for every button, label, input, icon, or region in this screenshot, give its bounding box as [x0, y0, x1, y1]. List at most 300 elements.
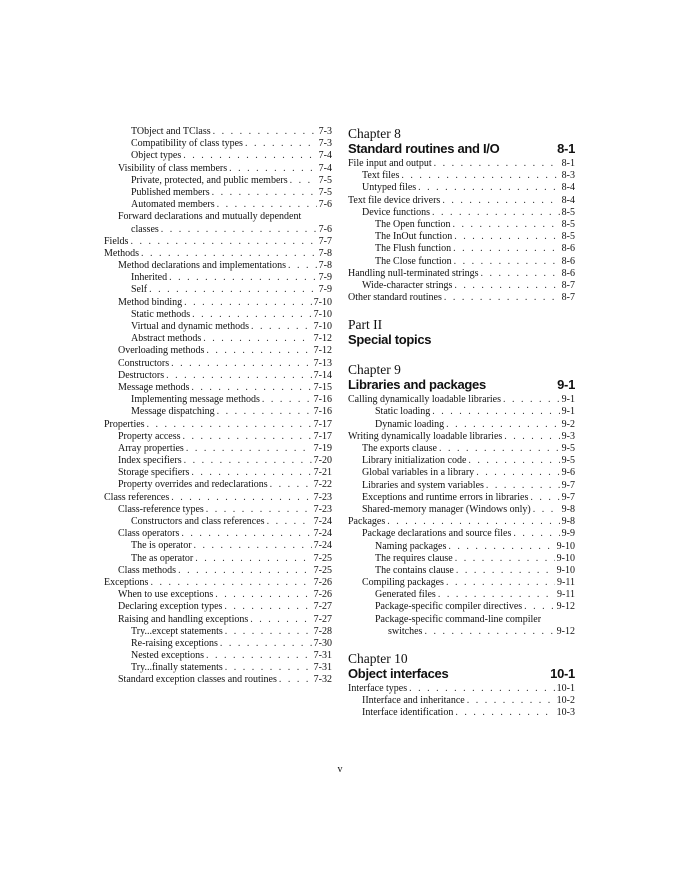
toc-entry[interactable] — [104, 650, 332, 662]
dot-leader — [212, 187, 317, 199]
dot-leader — [442, 195, 559, 207]
toc-entry-text: Message dispatching — [131, 406, 215, 418]
toc-entry[interactable] — [104, 492, 332, 504]
toc-entry-page: 7-8 — [318, 247, 332, 259]
toc-entry-text: Interface identification — [362, 707, 454, 719]
toc-entry[interactable] — [104, 370, 332, 382]
dot-leader — [217, 199, 317, 211]
dot-leader — [250, 614, 311, 626]
toc-entry[interactable] — [104, 187, 332, 199]
toc-entry-text: The as operator — [131, 552, 194, 564]
toc-entry[interactable] — [348, 170, 575, 182]
toc-entry-page: 9-11 — [557, 577, 575, 589]
toc-entry-page: 7-32 — [313, 674, 332, 686]
toc-entry-page: 9-3 — [561, 430, 575, 442]
dot-leader — [270, 479, 312, 491]
toc-entry-page: 7-17 — [313, 418, 332, 430]
toc-entry[interactable] — [104, 601, 332, 613]
dot-leader — [225, 626, 312, 638]
toc-entry-page: 7-27 — [313, 613, 332, 625]
toc-entry[interactable] — [104, 455, 332, 467]
toc-entry-page: 7-30 — [313, 637, 332, 649]
toc-entry-page: 7-24 — [313, 516, 332, 528]
toc-entry-text-continued: switches — [388, 625, 423, 637]
toc-entry-text: Properties — [104, 418, 145, 430]
dot-leader — [206, 650, 312, 662]
dot-leader — [192, 309, 311, 321]
toc-entry[interactable] — [348, 455, 575, 467]
toc-entry[interactable] — [104, 479, 332, 491]
toc-entry[interactable] — [348, 553, 575, 565]
toc-entry[interactable] — [104, 406, 332, 418]
toc-entry-text: The Flush function — [375, 243, 452, 255]
toc-entry-page: 7-13 — [313, 357, 332, 369]
toc-entry[interactable] — [104, 358, 332, 370]
toc-entry[interactable] — [104, 614, 332, 626]
dot-leader — [439, 443, 560, 455]
chapter-title-text: Libraries and packages — [348, 377, 486, 393]
toc-entry-page: 9-12 — [556, 625, 575, 637]
toc-entry-page: 7-25 — [313, 564, 332, 576]
toc-entry-page: 7-6 — [318, 199, 332, 211]
toc-entry[interactable] — [104, 297, 332, 309]
dot-leader — [401, 170, 559, 182]
toc-entry-page: 7-27 — [313, 601, 332, 613]
toc-entry[interactable] — [348, 219, 575, 231]
toc-entry[interactable] — [348, 707, 575, 719]
toc-entry-page: 7-9 — [318, 284, 332, 296]
toc-entry-text: Dynamic loading — [375, 418, 445, 430]
toc-entry-page: 7-12 — [313, 345, 332, 357]
dot-leader — [533, 504, 560, 516]
dot-leader — [476, 467, 559, 479]
toc-entry[interactable] — [104, 528, 332, 540]
toc-entry-page: 7-6 — [318, 223, 332, 235]
toc-entry[interactable] — [104, 163, 332, 175]
toc-entry-text: Property overrides and redeclarations — [118, 479, 268, 491]
toc-entry-text: Try...except statements — [131, 625, 223, 637]
toc-entry-page: 7-3 — [318, 138, 332, 150]
toc-entry-page: 9-8 — [561, 516, 575, 528]
dot-leader — [141, 248, 317, 260]
toc-entry-page: 7-12 — [313, 333, 332, 345]
toc-entry-page: 8-4 — [561, 182, 575, 194]
toc-entry-text: Class-reference types — [118, 503, 204, 515]
toc-entry-text: Nested exceptions — [131, 650, 205, 662]
toc-entry-page: 9-8 — [561, 503, 575, 515]
toc-entry-text: The requires clause — [375, 552, 453, 564]
dot-leader — [467, 695, 555, 707]
toc-entry-page: 7-31 — [313, 650, 332, 662]
dot-leader — [288, 260, 317, 272]
toc-entry[interactable] — [104, 553, 332, 565]
dot-leader — [166, 370, 312, 382]
toc-entry-page: 9-1 — [561, 406, 575, 418]
toc-entry-text: Wide-character strings — [362, 279, 453, 291]
toc-entry[interactable] — [348, 601, 575, 613]
toc-entry-text: Static methods — [131, 308, 191, 320]
toc-entry[interactable] — [348, 528, 575, 540]
toc-entry[interactable] — [104, 126, 332, 138]
toc-entry[interactable] — [104, 199, 332, 211]
dot-leader — [186, 443, 312, 455]
toc-entry[interactable] — [104, 577, 332, 589]
dot-leader — [182, 431, 311, 443]
chapter-title-text: Object interfaces — [348, 666, 449, 682]
toc-entry-text: Overloading methods — [118, 345, 205, 357]
toc-entry-text: Text files — [362, 170, 400, 182]
dot-leader — [194, 540, 312, 552]
dot-leader — [454, 280, 559, 292]
toc-entry-text: Abstract methods — [131, 333, 202, 345]
toc-entry-text: The Open function — [375, 218, 451, 230]
dot-leader — [453, 243, 560, 255]
toc-entry-page: 9-10 — [556, 564, 575, 576]
toc-entry-text: Class operators — [118, 528, 180, 540]
toc-entry-text: IInterface and inheritance — [362, 695, 465, 707]
toc-entry-page: 9-7 — [561, 479, 575, 491]
toc-entry-page: 7-4 — [318, 150, 332, 162]
toc-entry-text: Package declarations and source files — [362, 528, 512, 540]
toc-entry-text: Implementing message methods — [131, 394, 260, 406]
chapter-title[interactable] — [348, 141, 575, 157]
dot-leader — [171, 358, 312, 370]
dot-leader — [434, 158, 560, 170]
toc-entry-text: Compatibility of class types — [131, 138, 243, 150]
toc-left-column — [104, 126, 332, 687]
toc-entry[interactable] — [348, 280, 575, 292]
toc-entry-text: Destructors — [118, 369, 165, 381]
toc-entry[interactable] — [104, 382, 332, 394]
toc-entry-text: Calling dynamically loadable libraries — [348, 394, 502, 406]
toc-entry-page: 7-23 — [313, 491, 332, 503]
toc-entry[interactable] — [348, 565, 575, 577]
dot-leader — [217, 406, 312, 418]
toc-entry[interactable] — [104, 504, 332, 516]
chapter-label: Chapter 8 — [348, 126, 401, 141]
toc-entry-page: 7-20 — [313, 455, 332, 467]
toc-entry-text: File input and output — [348, 158, 432, 169]
dot-leader — [215, 589, 311, 601]
part-title-text: Special topics — [348, 332, 432, 348]
dot-leader — [171, 492, 311, 504]
toc-entry-text: Handling null-terminated strings — [348, 267, 479, 279]
toc-entry[interactable] — [104, 284, 332, 296]
toc-entry[interactable] — [104, 260, 332, 272]
toc-entry-text: Shared-memory manager (Windows only) — [362, 503, 531, 515]
dot-leader — [424, 626, 554, 638]
toc-entry[interactable] — [104, 150, 332, 162]
toc-entry-text: Method declarations and implementations — [118, 260, 287, 272]
chapter-title-page: 8-1 — [557, 141, 575, 156]
toc-entry-page: 9-7 — [561, 491, 575, 503]
toc-entry-page: 7-5 — [318, 174, 332, 186]
toc-entry-text: Other standard routines — [348, 292, 442, 304]
toc-entry[interactable] — [348, 541, 575, 553]
toc-entry[interactable] — [104, 662, 332, 674]
dot-leader — [418, 182, 560, 194]
toc-entry[interactable] — [348, 207, 575, 219]
chapter-10-entries — [348, 683, 575, 720]
toc-entry-page: 8-1 — [561, 158, 575, 169]
dot-leader — [444, 292, 560, 304]
toc-entry[interactable] — [104, 589, 332, 601]
toc-entry-text: Visibility of class members — [118, 162, 228, 174]
toc-entry-page: 9-9 — [561, 528, 575, 540]
toc-entry[interactable] — [104, 272, 332, 284]
toc-entry-text: Private, protected, and public members — [131, 174, 288, 186]
dot-leader — [448, 541, 554, 553]
toc-entry-text: Forward declarations and mutually dependent — [118, 211, 302, 223]
toc-entry-page: 7-10 — [313, 321, 332, 333]
chapter-title-text: Standard routines and I/O — [348, 141, 500, 156]
toc-entry-page: 7-9 — [318, 272, 332, 284]
chapter-10-heading — [348, 651, 575, 682]
toc-entry-page: 7-26 — [313, 576, 332, 588]
toc-entry-page: 7-16 — [313, 394, 332, 406]
toc-entry-text: Constructors — [118, 357, 170, 369]
toc-entry-text: The exports clause — [362, 443, 437, 454]
part-2-heading — [348, 317, 575, 348]
chapter-label: Chapter 9 — [348, 362, 401, 378]
toc-entry[interactable] — [104, 345, 332, 357]
toc-entry[interactable] — [348, 467, 575, 479]
toc-entry-text: Fields — [104, 235, 129, 247]
toc-entry-page: 7-16 — [313, 406, 332, 418]
toc-entry[interactable] — [104, 419, 332, 431]
dot-leader — [184, 455, 312, 467]
toc-entry[interactable] — [348, 695, 575, 707]
toc-entry-text: Storage specifiers — [118, 467, 190, 479]
toc-entry-page: 7-26 — [313, 589, 332, 601]
dot-leader — [213, 126, 317, 138]
toc-entry-page: 7-7 — [318, 235, 332, 247]
dot-leader — [503, 394, 560, 406]
toc-entry-text: Virtual and dynamic methods — [131, 321, 249, 333]
dot-leader — [262, 394, 312, 406]
toc-entry-text: The InOut function — [375, 231, 453, 243]
dot-leader — [446, 419, 560, 431]
chapter-8-heading — [348, 126, 575, 157]
toc-entry[interactable] — [104, 309, 332, 321]
toc-entry-page: 7-23 — [313, 503, 332, 515]
toc-entry[interactable] — [348, 406, 575, 418]
toc-entry[interactable] — [348, 195, 575, 207]
toc-entry-page: 8-5 — [561, 218, 575, 230]
toc-entry[interactable] — [348, 480, 575, 492]
toc-entry-page: 7-24 — [313, 540, 332, 552]
toc-entry[interactable] — [104, 565, 332, 577]
toc-entry-page: 7-8 — [318, 260, 332, 272]
toc-entry-text: Constructors and class references — [131, 516, 265, 528]
toc-entry-page: 8-7 — [561, 279, 575, 291]
toc-entry-text: The Close function — [375, 255, 452, 267]
toc-entry[interactable] — [348, 292, 575, 304]
toc-entry[interactable] — [104, 638, 332, 650]
toc-entry-text: TObject and TClass — [131, 126, 211, 137]
dot-leader — [530, 492, 559, 504]
toc-entry[interactable] — [104, 394, 332, 406]
toc-entry-page: 9-11 — [557, 589, 575, 601]
toc-entry-page: 9-12 — [556, 601, 575, 613]
toc-entry-page: 7-19 — [313, 442, 332, 454]
dot-leader — [504, 431, 559, 443]
toc-entry-text: Property access — [118, 430, 181, 442]
chapter-label: Chapter 10 — [348, 651, 408, 667]
toc-entry[interactable] — [104, 540, 332, 552]
toc-entry-text: Library initialization code — [362, 455, 467, 467]
toc-entry-page: 9-6 — [561, 467, 575, 479]
toc-entry-page: 7-21 — [313, 467, 332, 479]
toc-entry[interactable] — [104, 333, 332, 345]
toc-entry-page: 9-5 — [561, 443, 575, 454]
toc-entry-page: 8-6 — [561, 243, 575, 255]
toc-entry-text-continued: classes — [131, 223, 159, 235]
toc-entry-text: Try...finally statements — [131, 662, 223, 674]
toc-entry[interactable] — [104, 175, 332, 187]
dot-leader — [513, 528, 559, 540]
toc-entry[interactable] — [348, 577, 575, 589]
dot-leader — [181, 528, 311, 540]
toc-entry-text: The is operator — [131, 540, 192, 552]
dot-leader — [206, 504, 312, 516]
toc-entry[interactable] — [348, 419, 575, 431]
toc-entry-page: 7-17 — [313, 430, 332, 442]
toc-entry[interactable] — [348, 394, 575, 406]
toc-entry-page: 9-10 — [556, 552, 575, 564]
dot-leader — [195, 553, 311, 565]
toc-entry-text: Naming packages — [375, 540, 447, 552]
toc-entry-page: 7-10 — [313, 308, 332, 320]
toc-entry-text: Writing dynamically loadable libraries — [348, 430, 503, 442]
toc-entry[interactable] — [348, 431, 575, 443]
toc-entry[interactable] — [348, 516, 575, 528]
toc-entry[interactable] — [104, 248, 332, 260]
toc-entry-page: 9-2 — [561, 418, 575, 430]
toc-entry-text: Declaring exception types — [118, 601, 223, 613]
dot-leader — [225, 662, 312, 674]
toc-entry-text: Exceptions and runtime errors in libraries — [362, 491, 529, 503]
toc-entry[interactable] — [104, 443, 332, 455]
toc-entry[interactable] — [348, 443, 575, 455]
toc-entry[interactable] — [348, 504, 575, 516]
toc-entry-page: 7-14 — [313, 369, 332, 381]
dot-leader — [432, 406, 559, 418]
toc-entry-page: 7-15 — [313, 381, 332, 393]
toc-entry[interactable] — [348, 256, 575, 268]
dot-leader — [455, 707, 554, 719]
dot-leader — [150, 577, 311, 589]
toc-entry[interactable] — [104, 236, 332, 248]
toc-entry-page: 7-24 — [313, 528, 332, 540]
toc-entry[interactable] — [104, 431, 332, 443]
toc-entry-text: Index specifiers — [118, 455, 182, 467]
toc-entry-page: 7-28 — [313, 625, 332, 637]
toc-entry-text: Class methods — [118, 564, 177, 576]
toc-entry-text: Compiling packages — [362, 577, 444, 589]
toc-entry-text: Self — [131, 284, 148, 296]
dot-leader — [456, 565, 555, 577]
dot-leader — [454, 256, 560, 268]
dot-leader — [453, 219, 560, 231]
toc-entry-page: 9-1 — [561, 394, 575, 406]
dot-leader — [183, 150, 316, 162]
part-title[interactable] — [348, 332, 575, 348]
toc-entry-text: Text file device drivers — [348, 194, 441, 206]
toc-entry[interactable] — [104, 321, 332, 333]
toc-entry[interactable] — [104, 674, 332, 686]
toc-entry-text: Package-specific compiler directives — [375, 601, 523, 613]
toc-entry-page: 8-5 — [561, 231, 575, 243]
toc-entry-page: 10-3 — [556, 707, 575, 719]
toc-entry-page: 8-6 — [561, 255, 575, 267]
toc-entry-text: Standard exception classes and routines — [118, 674, 277, 686]
toc-entry-text: Published members — [131, 186, 210, 198]
dot-leader — [178, 565, 312, 577]
toc-entry[interactable] — [348, 268, 575, 280]
toc-entry[interactable] — [348, 683, 575, 695]
chapter-9-heading — [348, 362, 575, 393]
toc-entry[interactable] — [348, 614, 575, 638]
toc-entry-text: Package-specific command-line compiler — [375, 613, 542, 625]
toc-entry[interactable] — [348, 231, 575, 243]
chapter-title-page: 9-1 — [557, 377, 575, 393]
dot-leader — [251, 321, 312, 333]
dot-leader — [454, 231, 559, 243]
toc-entry-page: 7-4 — [318, 162, 332, 174]
toc-entry-page: 10-1 — [556, 683, 575, 695]
toc-entry-text: Message methods — [118, 381, 190, 393]
dot-leader — [481, 268, 560, 280]
toc-entry-text: Packages — [348, 516, 386, 528]
toc-entry[interactable] — [348, 492, 575, 504]
toc-entry-text: Raising and handling exceptions — [118, 613, 249, 625]
toc-entry[interactable] — [104, 138, 332, 150]
dot-leader — [184, 297, 311, 309]
toc-entry-page: 8-6 — [561, 267, 575, 279]
toc-entry-text: Inherited — [131, 272, 168, 284]
dot-leader — [245, 138, 317, 150]
toc-entry-text: Global variables in a library — [362, 467, 475, 479]
toc-entry-page: 8-4 — [561, 194, 575, 206]
chapter-title[interactable] — [348, 377, 575, 393]
toc-entry-text: Array properties — [118, 442, 184, 454]
toc-entry[interactable] — [104, 211, 332, 235]
toc-entry[interactable] — [348, 243, 575, 255]
chapter-8-entries — [348, 158, 575, 304]
toc-entry-text: Exceptions — [104, 576, 149, 588]
chapter-title[interactable] — [348, 666, 575, 682]
dot-leader — [229, 163, 317, 175]
dot-leader — [446, 577, 555, 589]
toc-entry[interactable] — [104, 626, 332, 638]
toc-entry-text: Static loading — [375, 406, 431, 418]
dot-leader — [279, 674, 312, 686]
toc-entry-page: 8-7 — [561, 292, 575, 304]
dot-leader — [224, 601, 311, 613]
toc-entry[interactable] — [104, 516, 332, 528]
toc-entry[interactable] — [348, 182, 575, 194]
toc-entry-page: 10-2 — [556, 695, 575, 707]
page-number: v — [337, 764, 343, 775]
toc-entry[interactable] — [348, 158, 575, 170]
toc-entry[interactable] — [348, 589, 575, 601]
dot-leader — [387, 516, 559, 528]
dot-leader — [524, 601, 555, 613]
toc-entry-page: 7-31 — [313, 662, 332, 674]
dot-leader — [267, 516, 312, 528]
toc-entry[interactable] — [104, 467, 332, 479]
